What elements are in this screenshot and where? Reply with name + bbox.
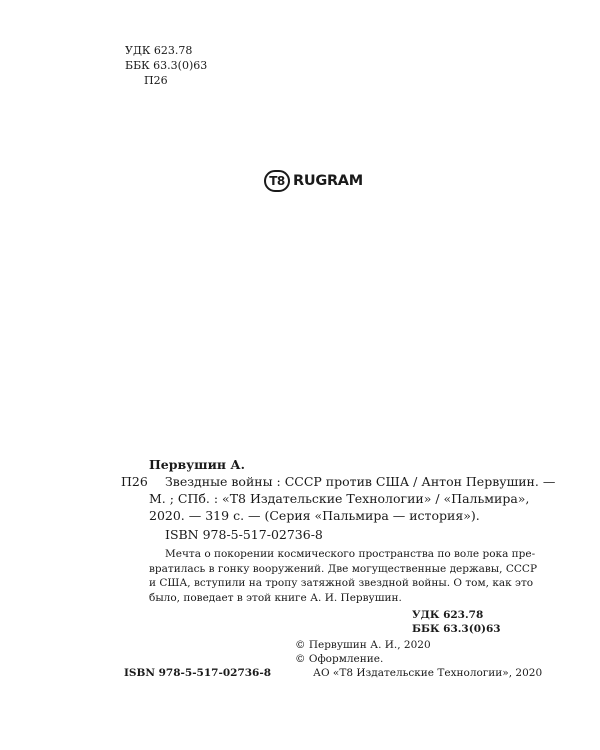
- annotation-line-3: и США, вступили на тропу затяжной звездной войны. О том, как это: [149, 577, 534, 590]
- footer-isbn: ISBN 978-5-517-02736-8: [124, 667, 272, 679]
- bbk-code-top: ББК 63.3(0)63: [125, 59, 208, 72]
- udk-code-card: УДК 623.78: [412, 609, 484, 621]
- annotation-line-4: было, поведает в этой книге А. И. Первушин.: [149, 591, 402, 604]
- annotation-line-1: Мечта о покорении космического пространства по воле рока пре-: [165, 548, 536, 560]
- description-line-2: М. ; СПб. : «Т8 Издательские Технологии» / «Пальмира»,: [149, 491, 530, 506]
- copyright-author: © Первушин А. И., 2020: [295, 639, 431, 651]
- copyright-publisher: АО «Т8 Издательские Технологии», 2020: [313, 667, 543, 679]
- author-mark-top: П26: [144, 74, 168, 87]
- publisher-name: RUGRAM: [293, 173, 363, 189]
- author-mark: П26: [121, 474, 148, 489]
- description-line-1: Звездные войны : СССР против США / Антон Первушин. —: [165, 474, 556, 489]
- t8-logo-icon: T8: [264, 170, 290, 192]
- isbn-line: ISBN 978-5-517-02736-8: [165, 527, 323, 542]
- bbk-code-card: ББК 63.3(0)63: [412, 623, 501, 635]
- author-heading: Первушин А.: [149, 457, 245, 472]
- description-line-3: 2020. — 319 с. — (Серия «Пальмира — история»).: [149, 508, 480, 523]
- annotation-line-2: вратилась в гонку вооружений. Две могущественные державы, СССР: [149, 562, 538, 575]
- udk-code-top: УДК 623.78: [125, 44, 193, 57]
- publisher-logo: [264, 168, 363, 194]
- copyright-design: © Оформление.: [295, 653, 384, 665]
